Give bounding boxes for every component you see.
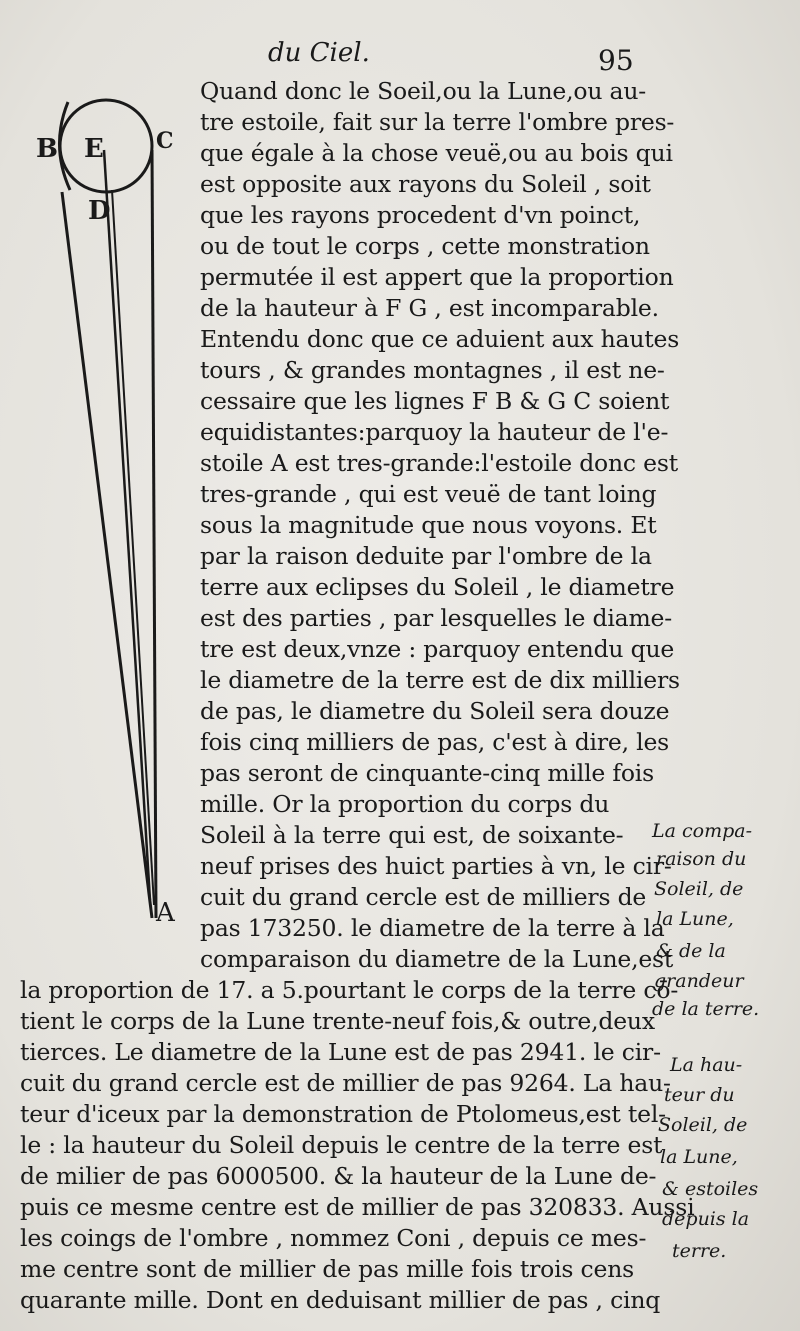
margin-note-line: & estoiles: [662, 1178, 759, 1200]
text-line: le : la hauteur du Soleil depuis le centre de la terre est: [20, 1131, 663, 1159]
margin-note-line: la Lune,: [660, 1146, 738, 1168]
text-line: la proportion de 17. a 5.pourtant le corps de la terre cō-: [20, 976, 679, 1004]
margin-note-line: raison du: [656, 848, 747, 870]
text-line: est des parties , par lesquelles le diame-: [200, 604, 672, 632]
text-line: stoile A est tres-grande:l'estoile donc est: [200, 449, 678, 477]
diagram-label-e: E: [84, 134, 104, 164]
text-line: tours , & grandes montagnes , il est ne-: [200, 356, 665, 384]
margin-note-line: teur du: [664, 1084, 735, 1106]
text-line: tres-grande , qui est veuë de tant loing: [200, 480, 657, 508]
text-line: de milier de pas 6000500. & la hauteur de la Lune de-: [20, 1162, 657, 1190]
text-line: cuit du grand cercle est de milliers de: [200, 883, 647, 911]
margin-note-line: la Lune,: [656, 908, 734, 930]
text-line: de la hauteur à F G , est incomparable.: [200, 294, 659, 322]
line-c-a: [152, 150, 156, 918]
diagram-label-b: B: [36, 134, 58, 164]
margin-note-line: La compa-: [652, 820, 752, 842]
text-line: comparaison du diametre de la Lune,est: [200, 945, 674, 973]
text-line: Quand donc le Soeil,ou la Lune,ou au-: [200, 77, 647, 105]
diagram-label-c: C: [156, 128, 174, 154]
text-line: le diametre de la terre est de dix milliers: [200, 666, 680, 694]
line-e-a: [104, 150, 150, 900]
text-line: cessaire que les lignes F B & G C soient: [200, 387, 670, 415]
margin-note-line: Soleil, de: [654, 878, 744, 900]
margin-note-line: grandeur: [654, 970, 744, 992]
text-line: sous la magnitude que nous voyons. Et: [200, 511, 657, 539]
text-line: Entendu donc que ce aduient aux hautes: [200, 325, 680, 353]
margin-note-line: La hau-: [670, 1054, 743, 1076]
text-line: pas 173250. le diametre de la terre à la: [200, 914, 665, 942]
text-line: tre estoile, fait sur la terre l'ombre pres-: [200, 108, 675, 136]
text-line: Soleil à la terre qui est, de soixante-: [200, 821, 624, 849]
margin-note-line: & de la: [656, 940, 726, 962]
text-line: ou de tout le corps , cette monstration: [200, 232, 650, 260]
text-line: mille. Or la proportion du corps du: [200, 790, 610, 818]
text-line: que les rayons procedent d'vn poinct,: [200, 201, 641, 229]
line-b-a: [62, 192, 152, 918]
text-line: cuit du grand cercle est de millier de pas 9264. La hau-: [20, 1069, 671, 1097]
text-line: tierces. Le diametre de la Lune est de pas 2941. le cir-: [20, 1038, 661, 1066]
text-line: par la raison deduite par l'ombre de la: [200, 542, 652, 570]
diagram-label-d: D: [88, 196, 111, 226]
text-line: quarante mille. Dont en deduisant millier de pas , cinq: [20, 1286, 661, 1314]
text-line: les coings de l'ombre , nommez Coni , depuis ce mes-: [20, 1224, 647, 1252]
text-line: est opposite aux rayons du Soleil , soit: [200, 170, 651, 198]
running-header: du Ciel.: [268, 38, 370, 68]
text-line: tre est deux,vnze : parquoy entendu que: [200, 635, 675, 663]
text-line: pas seront de cinquante-cinq mille fois: [200, 759, 654, 787]
margin-note-line: depuis la: [662, 1208, 750, 1230]
page-number: 95: [598, 44, 634, 77]
text-line: equidistantes:parquoy la hauteur de l'e-: [200, 418, 669, 446]
text-line: me centre sont de millier de pas mille fois trois cens: [20, 1255, 634, 1283]
text-line: fois cinq milliers de pas, c'est à dire, les: [200, 728, 670, 756]
diagram-label-a: A: [156, 898, 175, 928]
margin-note-line: de la terre.: [652, 998, 760, 1020]
text-line: permutée il est appert que la proportion: [200, 263, 674, 291]
text-line: de pas, le diametre du Soleil sera douze: [200, 697, 670, 725]
text-line: tient le corps de la Lune trente-neuf fois,& outre,deux: [20, 1007, 655, 1035]
line-d-a: [112, 190, 154, 905]
text-line: teur d'iceux par la demonstration de Ptolomeus,est tel-: [20, 1100, 666, 1128]
text-line: puis ce mesme centre est de millier de pas 320833. Aussi: [20, 1193, 695, 1221]
text-line: terre aux eclipses du Soleil , le diametre: [200, 573, 675, 601]
text-line: neuf prises des huict parties à vn, le cir-: [200, 852, 672, 880]
margin-note-line: terre.: [672, 1240, 727, 1262]
margin-note-line: Soleil, de: [658, 1114, 748, 1136]
text-line: que égale à la chose veuë,ou au bois qui: [200, 139, 673, 167]
